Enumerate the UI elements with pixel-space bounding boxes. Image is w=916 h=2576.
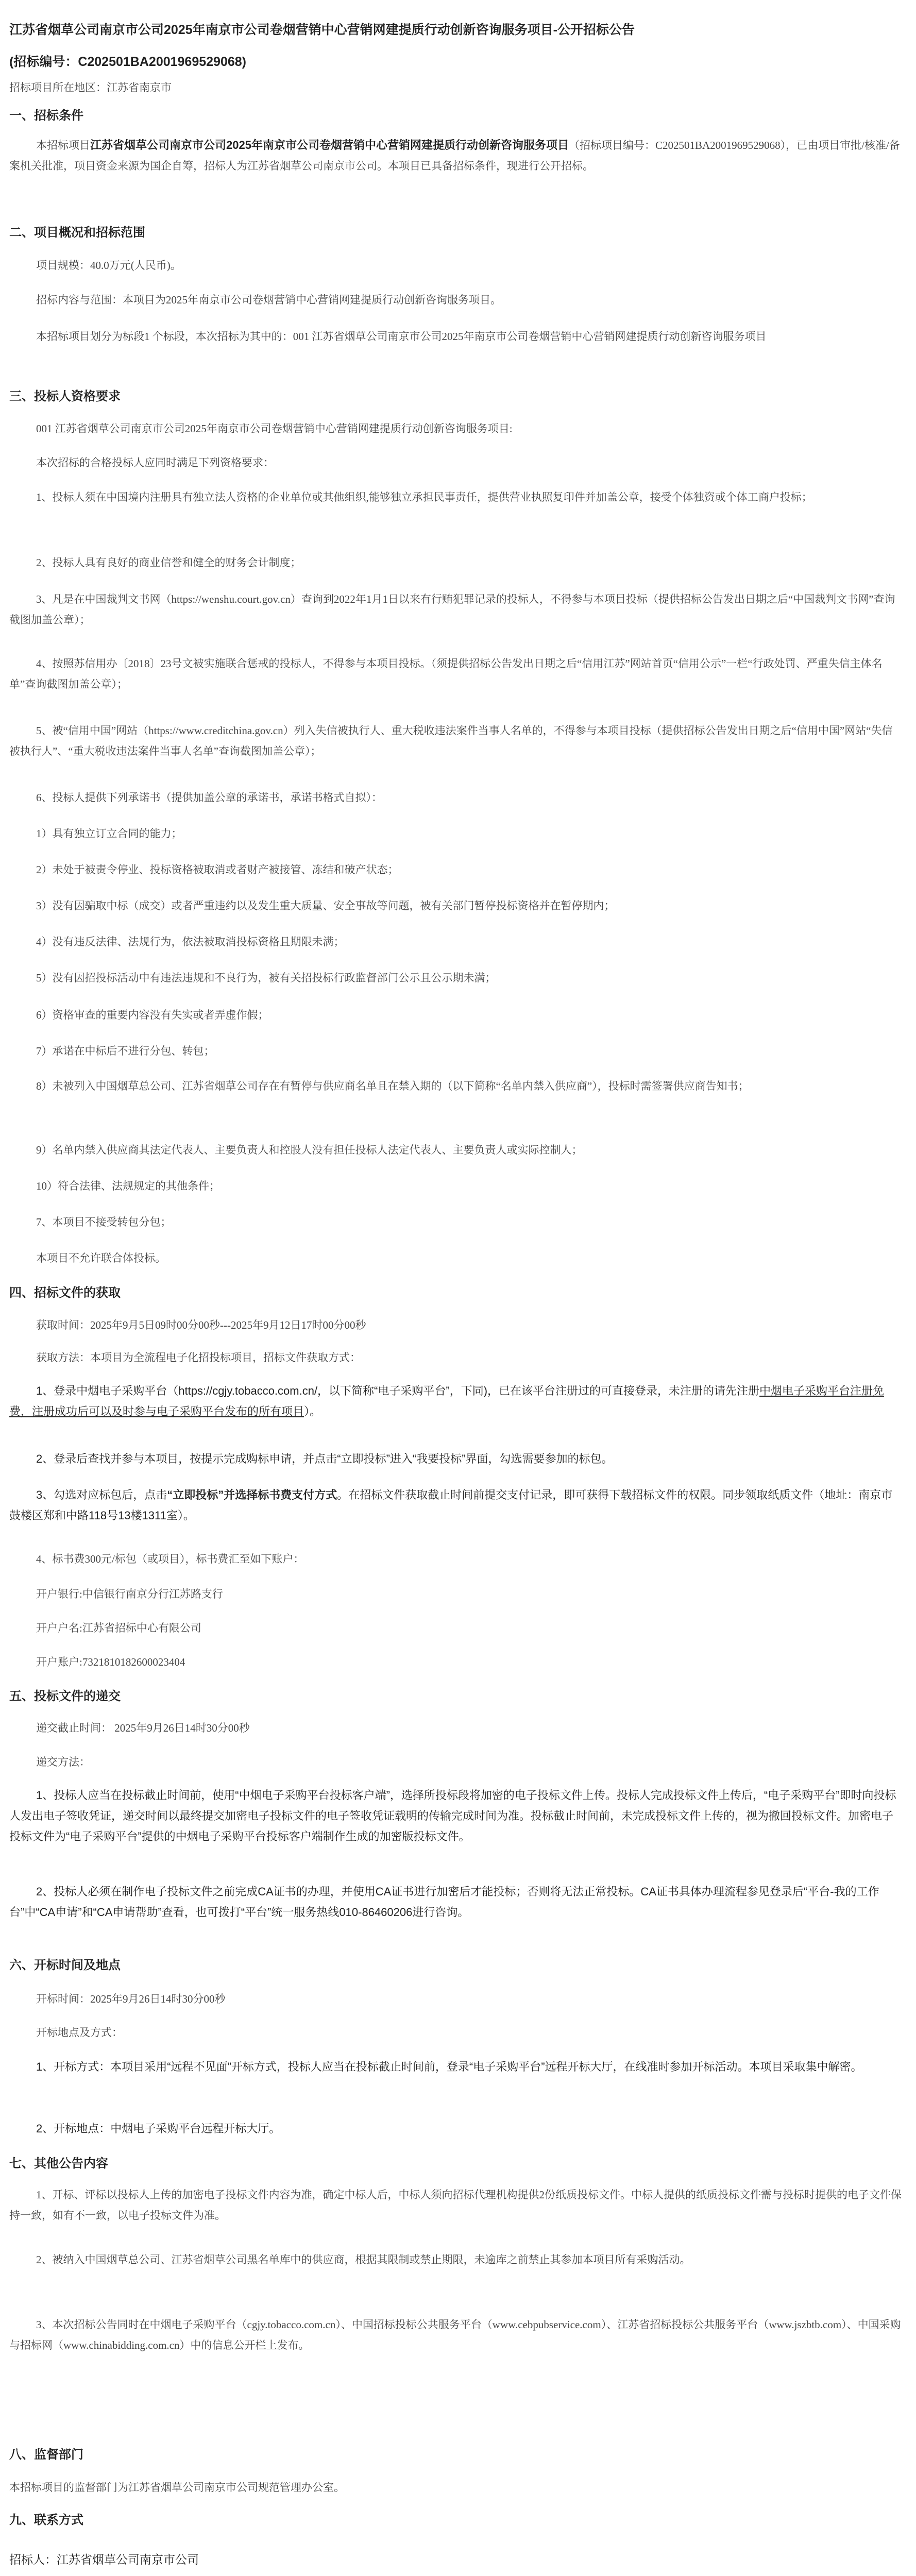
qualification-item: 2、投标人具有良好的商业信誉和健全的财务会计制度； <box>36 556 301 569</box>
qualification-item: 7、本项目不接受转包分包； <box>36 1216 172 1228</box>
account-number: 开户账户:7321810182600023404 <box>36 1656 185 1668</box>
acquire-method: 获取方法：本项目为全流程电子化招投标项目，招标文件获取方式： <box>36 1351 361 1364</box>
page-title: 江苏省烟草公司南京市公司2025年南京市公司卷烟营销中心营销网建提质行动创新咨询服务项目-公开招标公告 <box>9 23 635 37</box>
bank-name: 开户银行:中信银行南京分行江苏路支行 <box>36 1588 223 1600</box>
acquire-step-1: 1、登录中烟电子采购平台（https://cgjy.tobacco.com.cn/，以下简称“电子采购平台”，下同)，已在该平台注册过的可直接登录，未注册的请先注册中烟电子采购平台注册免费，注册成功后可以及时参与电子采购平台发布的所有项目）。 <box>9 1384 885 1418</box>
commitment-item: 5）没有因招投标活动中有违法违规和不良行为，被有关招投标行政监督部门公示且公示期未满； <box>36 972 496 984</box>
project-scale: 项目规模：40.0万元(人民币)。 <box>36 259 181 272</box>
section-1-paragraph: 本招标项目江苏省烟草公司南京市公司2025年南京市公司卷烟营销中心营销网建提质行动创新咨询服务项目（招标项目编号：C202501BA2001969529068），已由项目审批/核准/备案机关批准，项目资金来源为国企自筹，招标人为江苏省烟草公司南京市公司。本项目已具备招标条件，现进行公开招标。 <box>9 139 900 172</box>
opening-method: 开标地点及方式： <box>36 2026 123 2039</box>
section-heading-3: 三、投标人资格要求 <box>9 389 121 403</box>
section-heading-8: 八、监督部门 <box>9 2448 83 2462</box>
submit-method: 递交方法： <box>36 1756 90 1768</box>
commitment-item: 1）具有独立订立合同的能力； <box>36 827 182 840</box>
acquire-time: 获取时间：2025年9月5日09时00分00秒---2025年9月12日17时00分00秒 <box>36 1319 366 1331</box>
submit-step-2: 2、投标人必须在制作电子投标文件之前完成CA证书的办理，并使用CA证书进行加密后才能投标；否则将无法正常投标。CA证书具体办理流程参见登录后“平台-我的工作台”中“CA申请”和“CA申请帮助”查看，也可拨打“平台”统一服务热线010-86460206进行咨询。 <box>9 1885 879 1919</box>
opening-time: 开标时间：2025年9月26日14时30分00秒 <box>36 1993 226 2005</box>
commitment-item: 3）没有因骗取中标（成交）或者严重违约以及发生重大质量、安全事故等问题，被有关部门暂停投标资格并在暂停期内； <box>36 900 615 912</box>
section-heading-1: 一、招标条件 <box>9 109 83 123</box>
consortium-note: 本项目不允许联合体投标。 <box>36 1252 166 1264</box>
lot-title: 001 江苏省烟草公司南京市公司2025年南京市公司卷烟营销中心营销网建提质行动创新咨询服务项目: <box>36 422 513 435</box>
qualification-intro: 本次招标的合格投标人应同时满足下列资格要求： <box>36 456 274 469</box>
qualification-item: 6、投标人提供下列承诺书（提供加盖公章的承诺书，承诺书格式自拟）： <box>36 791 382 804</box>
acquire-step-4: 4、标书费300元/标包（或项目），标书费汇至如下账户： <box>36 1553 304 1565</box>
section-heading-9: 九、联系方式 <box>9 2513 83 2527</box>
supervision-dept: 本招标项目的监督部门为江苏省烟草公司南京市公司规范管理办公室。 <box>9 2481 345 2494</box>
section-heading-7: 七、其他公告内容 <box>9 2157 108 2171</box>
commitment-item: 4）没有违反法律、法规行为，依法被取消投标资格且期限未满； <box>36 936 345 948</box>
commitment-item: 2）未处于被责令停业、投标资格被取消或者财产被接管、冻结和破产状态； <box>36 863 399 876</box>
acquire-step-3: 3、勾选对应标包后，点击“立即投标”并选择标书费支付方式。在招标文件获取截止时间前提交支付记录，即可获得下载招标文件的权限。同步领取纸质文件（地址：南京市鼓楼区郑和中路118号13楼1311室）。 <box>9 1488 893 1522</box>
section-heading-6: 六、开标时间及地点 <box>9 1958 121 1972</box>
commitment-item: 10）符合法律、法规规定的其他条件； <box>36 1180 220 1192</box>
commitment-item: 9）名单内禁入供应商其法定代表人、主要负责人和控股人没有担任投标人法定代表人、主要负责人或实际控制人； <box>36 1144 583 1156</box>
other-item-1: 1、开标、评标以投标人上传的加密电子投标文件内容为准，确定中标人后，中标人须向招标代理机构提供2份纸质投标文件。中标人提供的纸质投标文件需与投标时提供的电子文件保持一致，如有不一致，以电子投标文件为准。 <box>9 2189 902 2222</box>
commitment-item: 6）资格审查的重要内容没有失实或者弄虚作假； <box>36 1009 269 1021</box>
project-scope: 招标内容与范围：本项目为2025年南京市公司卷烟营销中心营销网建提质行动创新咨询服务项目。 <box>36 294 501 306</box>
qualification-item: 4、按照苏信用办〔2018〕23号文被实施联合惩戒的投标人，不得参与本项目投标。（须提供招标公告发出日期之后“信用江苏”网站首页“信用公示”一栏“行政处罚、严重失信主体名单”查询截图加盖公章）； <box>9 657 883 690</box>
opening-place: 2、开标地点：中烟电子采购平台远程开标大厅。 <box>36 2122 281 2135</box>
section-heading-4: 四、招标文件的获取 <box>9 1286 121 1300</box>
project-lots: 本招标项目划分为标段1 个标段，本次招标为其中的：001 江苏省烟草公司南京市公司2025年南京市公司卷烟营销中心营销网建提质行动创新咨询服务项目 <box>36 330 767 343</box>
commitment-item: 8）未被列入中国烟草总公司、江苏省烟草公司存在有暂停与供应商名单且在禁入期的（以下简称“名单内禁入供应商”），投标时需签署供应商告知书； <box>36 1080 749 1092</box>
qualification-item: 3、凡是在中国裁判文书网（https://wenshu.court.gov.cn）查询到2022年1月1日以来有行贿犯罪记录的投标人，不得参与本项目投标（提供招标公告发出日期之后“中国裁判文书网”查询截图加盖公章）； <box>9 593 895 626</box>
project-region: 招标项目所在地区：江苏省南京市 <box>9 81 172 94</box>
section-heading-2: 二、项目概况和招标范围 <box>9 226 145 240</box>
bid-number: (招标编号：C202501BA2001969529068) <box>9 55 246 69</box>
platform-register-link[interactable]: 中烟电子采购平台注册免费，注册成功后可以及时参与电子采购平台发布的所有项目 <box>9 1384 885 1418</box>
submit-deadline: 递交截止时间： 2025年9月26日14时30分00秒 <box>36 1722 250 1734</box>
other-item-2: 2、被纳入中国烟草总公司、江苏省烟草公司黑名单库中的供应商，根据其限制或禁止期限，未逾库之前禁止其参加本项目所有采购活动。 <box>36 2253 691 2266</box>
acquire-step-2: 2、登录后查找并参与本项目，按提示完成购标申请，并点击“立即投标”进入“我要投标”界面，勾选需要参加的标包。 <box>36 1452 613 1465</box>
submit-step-1: 1、投标人应当在投标截止时间前，使用“中烟电子采购平台投标客户端”，选择所投标段将加密的电子投标文件上传。投标人完成投标文件上传后，“电子采购平台”即时向投标人发出电子签收凭证，递交时间以最终提交加密电子投标文件的电子签收凭证载明的传输完成时间为准。投标截止时间前，未完成投标文件上传的，视为撤回投标文件。加密电子投标文件为“电子采购平台”提供的中烟电子采购平台投标客户端制作生成的加密版投标文件。 <box>9 1789 896 1843</box>
opening-mode: 1、开标方式：本项目采用“远程不见面”开标方式，投标人应当在投标截止时间前，登录“电子采购平台”远程开标大厅，在线准时参加开标活动。本项目采取集中解密。 <box>36 2060 862 2073</box>
qualification-item: 1、投标人须在中国境内注册具有独立法人资格的企业单位或其他组织,能够独立承担民事责任，提供营业执照复印件并加盖公章，接受个体独资或个体工商户投标； <box>36 491 812 503</box>
section-heading-5: 五、投标文件的递交 <box>9 1689 121 1703</box>
qualification-item: 5、被“信用中国”网站（https://www.creditchina.gov.cn）列入失信被执行人、重大税收违法案件当事人名单的，不得参与本项目投标（提供招标公告发出日期之后“信用中国”网站“失信被执行人”、“重大税收违法案件当事人名单”查询截图加盖公章）； <box>9 724 893 757</box>
other-item-3: 3、本次招标公告同时在中烟电子采购平台（cgjy.tobacco.com.cn）、中国招标投标公共服务平台（www.cebpubservice.com）、江苏省招标投标公共服务平台（www.jszbtb.com）、中国采购与招标网（www.chinabidding.com.cn）中的信息公开栏上发布。 <box>9 2318 901 2351</box>
commitment-item: 7）承诺在中标后不进行分包、转包； <box>36 1045 215 1057</box>
contact-tenderer: 招标人：江苏省烟草公司南京市公司 <box>9 2553 199 2566</box>
account-name: 开户户名:江苏省招标中心有限公司 <box>36 1622 201 1634</box>
